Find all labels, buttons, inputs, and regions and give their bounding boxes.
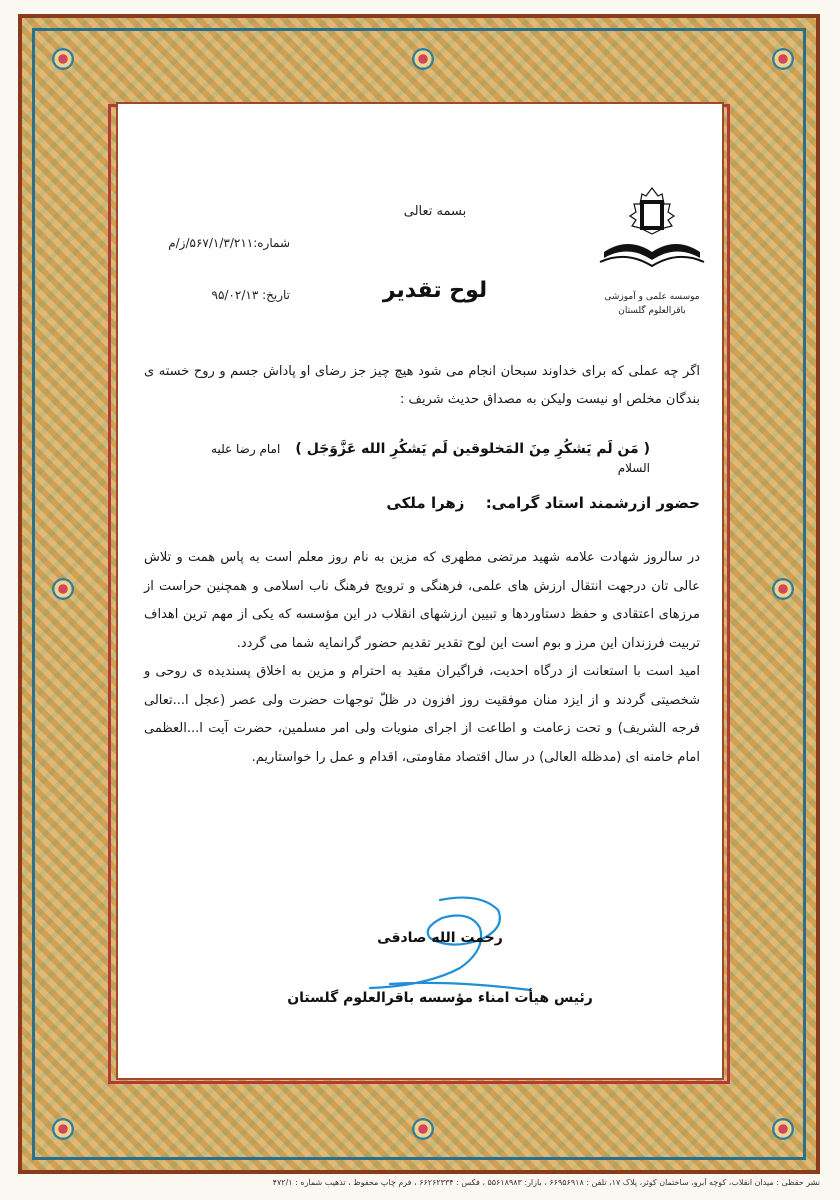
- hadith-line: [180, 438, 650, 476]
- recipient-name: زهرا ملکی: [386, 494, 465, 512]
- flower-ornament-icon: [412, 48, 434, 70]
- flower-ornament-icon: [772, 578, 794, 600]
- hadith-reference: امام رضا علیه السلام: [211, 442, 650, 475]
- intro-paragraph: اگر چه عملی که برای خداوند سبحان انجام می شود هیچ چیز جز رضای او پاداش جسم و روح خسته ی بندگان مخلص او نیست ولیکن به مصداق حدیث شریف :: [144, 364, 700, 407]
- document-number: شماره:۵۶۷/۱/۳/۲۱۱/ز/م: [168, 236, 290, 250]
- book-and-emblem-icon: [596, 182, 708, 274]
- flower-ornament-icon: [52, 1118, 74, 1140]
- flower-ornament-icon: [772, 48, 794, 70]
- body-paragraph-1: در سالروز شهادت علامه شهید مرتضی مطهری که مزین به نام روز معلم است به پاس همت و تلاش عالی تان درجهت انتقال ارزش های علمی، فرهنگی و ترویج فرهنگ ناب اسلامی و همچنین حراست از مرزهای اعتقادی و حفظ دستاوردها و تبیین ارزشهای انقلاب در این مؤسسه که یکی از مهم ترین اهداف تربیت فرزندان این مرز و بوم است این لوح تقدیر تقدیم حضور گرانمایه شما می گردد.: [144, 550, 700, 651]
- body-paragraph-2: امید است با استعانت از درگاه احدیت، فراگیران مقید به احترام و مزین به اخلاق پسندیده ی روحی و شخصیتی گردند و از ایزد منان موفقیت روز افزون در ظلّ توجهات حضرت ولی عصر (عجل ا...تعالی فرجه الشریف) و تحت زعامت و اطاعت از اجرای منویات ولی امر مسلمین، حضرت آیت ا...العظمی امام خامنه ای (مدظله العالی) در سال اقتصاد مقاومتی، اقدام و عمل را خواستاریم.: [144, 664, 700, 765]
- printer-footer: نشر حقظی : میدان انقلاب، کوچه آبرو، ساختمان کوثر، پلاک ۱۷، تلفن : ۶۶۹۵۶۹۱۸ ، بازار: ۵۵۶۱۸۹۸۳ ، فکس : ۶۶۲۶۲۳۳۴ ، فرم چاپ محفوظ ، تذهیب شماره : ۴۷۲/۱: [272, 1178, 820, 1187]
- certificate-title: لوح تقدیر: [382, 278, 488, 303]
- logo-caption-line1: موسسه علمی و آموزشی: [604, 292, 700, 302]
- basmala-heading: بسمه تعالی: [403, 204, 467, 219]
- logo-caption-line2: باقرالعلوم گلستان: [618, 306, 686, 316]
- greeting-label: حضور ازرشمند استاد گرامی:: [485, 494, 700, 512]
- document-date: تاریخ: ۹۵/۰۲/۱۳: [211, 288, 290, 302]
- recipient-greeting: [300, 494, 700, 512]
- flower-ornament-icon: [772, 1118, 794, 1140]
- signer-name: رحمت الله صادقی: [377, 930, 503, 946]
- flower-ornament-icon: [52, 48, 74, 70]
- signer-title: رئیس هیأت امناء مؤسسه باقرالعلوم گلستان: [287, 990, 593, 1006]
- flower-ornament-icon: [412, 1118, 434, 1140]
- flower-ornament-icon: [52, 578, 74, 600]
- institute-name: [596, 290, 708, 318]
- hadith-quote: ( مَن لَم یَشکُرِ مِنَ المَخلوقین لَم یَشکُرِ الله عَزَّوَجَل ): [295, 441, 650, 457]
- certificate-body: [144, 544, 700, 772]
